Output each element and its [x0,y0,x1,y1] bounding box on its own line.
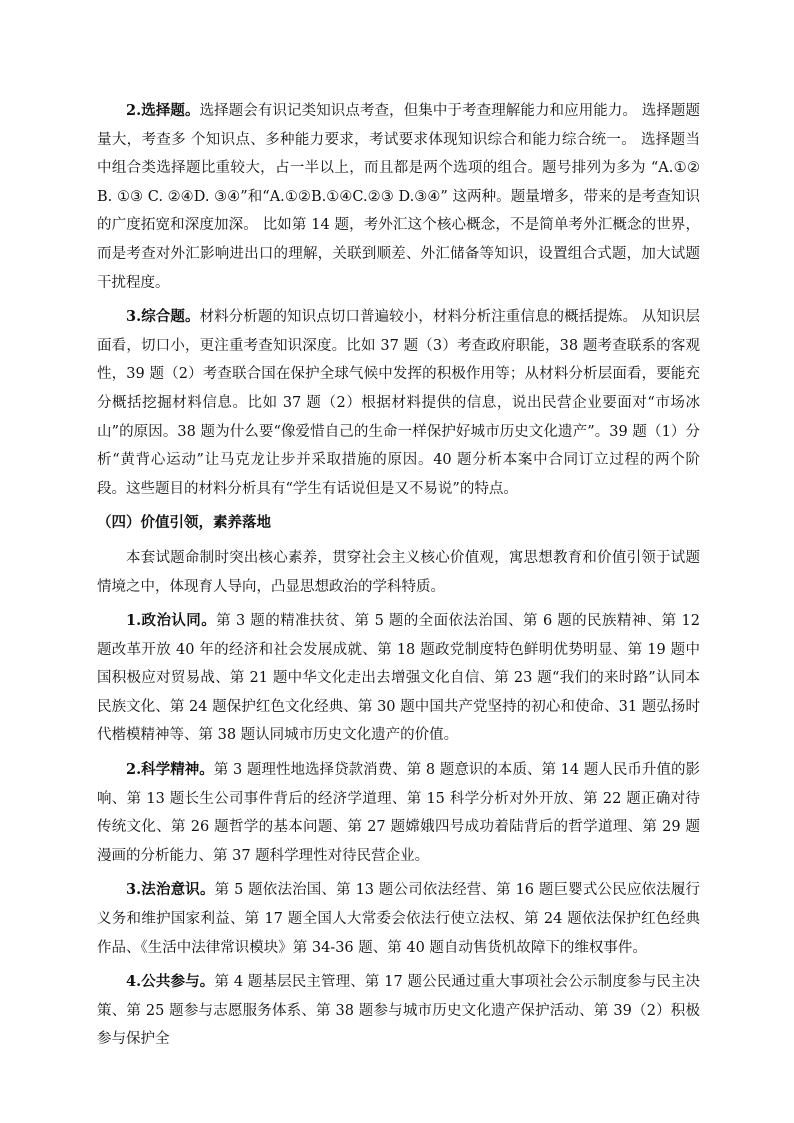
item-text: 第 3 题理性地选择贷款消费、第 8 题意识的本质、第 14 题人民币升值的影响、第 13 题长生公司事件背后的经济学道理、第 15 科学分析对外开放、第 22 题正确对待传统文化、第 26 题哲学的基本问题、第 27 题嫦娥四号成功着陆背后的哲学道理、第 29 题漫画的分析能力、第 37 题科学理性对待民营企业。 [97,762,700,864]
paragraph-multiple-choice [97,97,700,297]
section-heading: （四）价值引领，素养落地 [97,514,271,532]
item-rule-of-law [97,876,700,962]
item-lead: 2.科学精神。 [126,761,214,779]
document-page [97,97,700,1060]
item-lead: 3.法治意识。 [126,881,215,899]
item-text: 第 3 题的精准扶贫、第 5 题的全面依法治国、第 6 题的民族精神、第 12 题改革开放 40 年的经济和社会发展成就、第 18 题政党制度特色鲜明优势明显、第 19 题中国积极应对贸易战、第 21 题中华文化走出去增强文化自信、第 23 题“我们的来时路”认同本民族文化、第 24 题保护红色文化经典、第 30 题中国共产党坚持的初心和使命、31 题弘扬时代楷模精神等、第 38 题认同城市历史文化遗产的价值。 [97,613,700,744]
paragraph-comprehensive [97,303,700,503]
paragraph-text: 材料分析题的知识点切口普遍较小，材料分析注重信息的概括提炼。 从知识层面看，切口小，更注重考查知识深度。比如 37 题（3）考查政府职能，38 题考查联系的客观性，39 题（2）考查联合国在保护全球气候中发挥的积极作用等；从材料分析层面看，要能充分概括挖掘材料信息。比如 37 题（2）根据材料提供的信息，说出民营企业要面对“市场冰山”的原因。38 题为什么要“像爱惜自己的生命一样保护好城市历史文化遗产”。39 题（1）分析“黄背心运动”让马克龙让步并采取措施的原因。40 题分析本案中合同订立过程的两个阶段。这些题目的材料分析具有“学生有话说但是又不易说”的特点。 [97,309,701,497]
item-lead: 1.政治认同。 [126,612,217,630]
item-text: 第 5 题依法治国、第 13 题公司依法经营、第 16 题巨婴式公民应依法履行义务和维护国家利益、第 17 题全国人大常委会依法行使立法权、第 24 题依法保护红色经典作品、《生活中法律常识模块》第 34-36 题、第 40 题自动售货机故障下的维权事件。 [97,882,701,956]
item-political-identity [97,607,700,750]
item-lead: 4.公共参与。 [126,973,215,991]
paragraph-text: 选择题会有识记类知识点考查，但集中于考查理解能力和应用能力。 选择题题量大，考查多 个知识点、多种能力要求，考试要求体现知识综合和能力综合统一。 选择题当中组合类选择题比重较大，占一半以上，而且都是两个选项的组合。题号排列为多为 “A.①② B. ①③ C. ②④D. ③④”和“A.①②B.①④C.②③ D.③④” 这两种。题量增多，带来的是考查知识的广度拓宽和深度加深。 比如第 14 题，考外汇这个核心概念，不是简单考外汇概念的世界，而是考查对外汇影响进出口的理解，关联到顺差、外汇储备等知识，设置组合式题，加大试题干扰程度。 [97,103,701,291]
paragraph-lead: 2.选择题。 [126,102,200,119]
item-text: 第 4 题基层民主管理、第 17 题公民通过重大事项社会公示制度参与民主决策、第 25 题参与志愿服务体系、第 38 题参与城市历史文化遗产保护活动、第 39（2）积极参与保护全 [97,974,700,1048]
paragraph-lead: 3.综合题。 [126,308,200,326]
item-public-participation [97,968,700,1054]
section-intro: 本套试题命制时突出核心素养，贯穿社会主义核心价值观，寓思想教育和价值引领于试题情境之中，体现育人导向，凸显思想政治的学科特质。 [97,549,700,595]
item-scientific-spirit [97,756,700,870]
